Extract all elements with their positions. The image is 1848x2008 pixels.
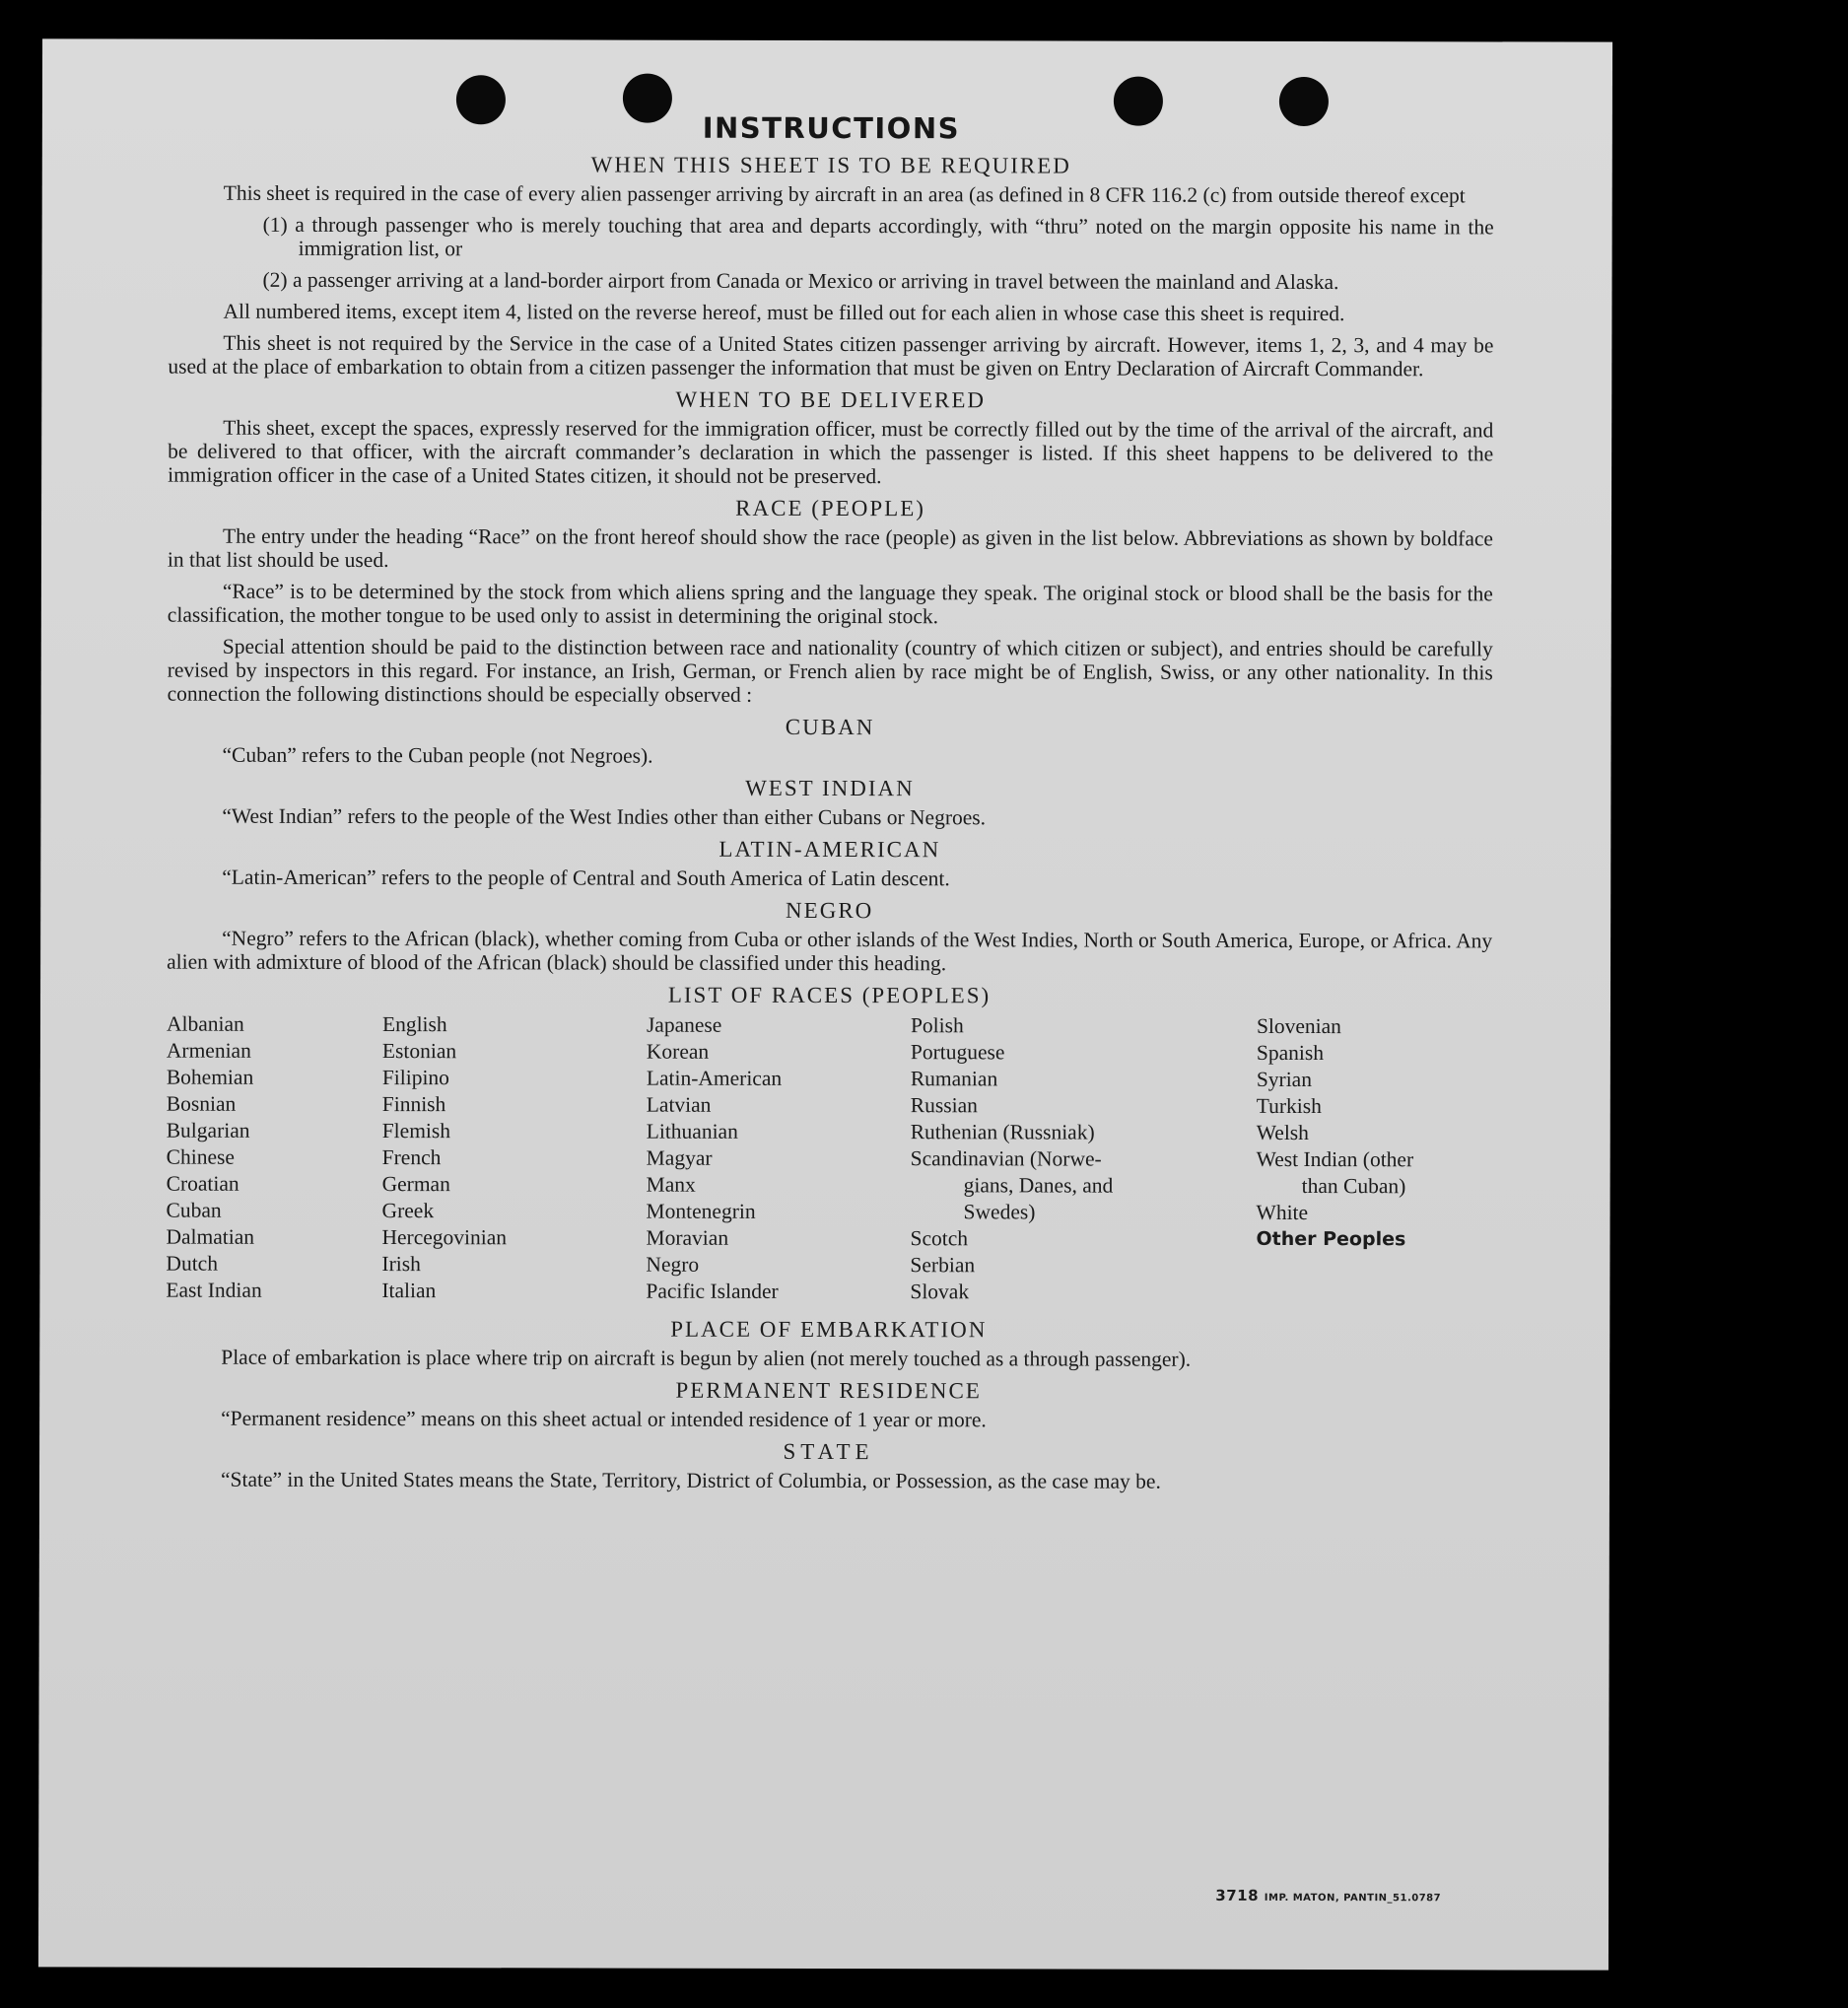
race-item: Negro: [646, 1252, 700, 1277]
race-item: West Indian (other: [1256, 1146, 1414, 1172]
race-item: Serbian: [910, 1253, 976, 1278]
section-heading-race: RACE (PEOPLE): [735, 495, 925, 521]
race-item: Latvian: [646, 1092, 712, 1117]
paragraph: This sheet is required in the case of every alien passenger arriving by aircraft in an area (as defined in 8 CFR 116.2 (c) from outside thereof except: [223, 180, 1466, 208]
race-item: Rumanian: [910, 1067, 998, 1091]
race-item: Albanian: [166, 1011, 244, 1036]
race-item: Bohemian: [166, 1065, 254, 1089]
race-item: German: [381, 1172, 450, 1197]
section-heading-negro: NEGRO: [786, 897, 874, 924]
race-item: Flemish: [381, 1119, 451, 1143]
section-heading-cuban: CUBAN: [785, 714, 875, 740]
race-item: White: [1256, 1200, 1309, 1225]
document-body: [166, 110, 1494, 1502]
race-item: Greek: [381, 1199, 435, 1223]
race-item: Japanese: [646, 1012, 722, 1037]
paragraph: Special attention should be paid to the distinction between race and nationality (country of which citizen or subject), and entries should be carefully revised by inspectors in this regard. For instance, an Irish, German, or French alien by race might be of English, Swiss, or any other nationality. In this connection the following distinctions should be especially observed :: [167, 634, 1493, 707]
section-heading-races-list: LIST OF RACES (PEOPLES): [667, 982, 992, 1008]
race-item: Chinese: [166, 1144, 235, 1169]
section-heading-latin-american: LATIN-AMERICAN: [719, 836, 941, 863]
race-item: Portuguese: [910, 1040, 1005, 1065]
race-item: Montenegrin: [646, 1199, 756, 1223]
race-item-continuation: Swedes): [963, 1200, 1036, 1224]
race-item: Lithuanian: [646, 1119, 738, 1143]
race-item: Bosnian: [166, 1091, 237, 1116]
race-item: East Indian: [166, 1278, 262, 1302]
paragraph: “Cuban” refers to the Cuban people (not Negroes).: [222, 742, 653, 768]
section-heading-delivered: WHEN TO BE DELIVERED: [675, 386, 987, 413]
document-sheet: [38, 38, 1612, 1970]
race-item: Dutch: [166, 1251, 219, 1276]
paragraph: “Latin-American” refers to the people of Central and South America of Latin descent.: [222, 865, 950, 891]
paragraph: “Negro” refers to the African (black), whether coming from Cuba or other islands of the West Indies, North or South America, Europe, or Africa. Any alien with admixture of blood of the African (black) should be classified under this heading.: [167, 926, 1493, 976]
race-item: Pacific Islander: [646, 1279, 779, 1303]
race-item: Manx: [646, 1172, 696, 1197]
list-item: (2) a passenger arriving at a land-border airport from Canada or Mexico or arriving in travel between the mainland and Alaska.: [262, 267, 1339, 295]
race-item-continuation: gians, Danes, and: [963, 1173, 1114, 1198]
paragraph: “Race” is to be determined by the stock from which aliens spring and the language they speak. The original stock or blood shall be the basis for the classification, the mother tongue to be used only to assist in determining the original stock.: [167, 579, 1493, 629]
race-item: Estonian: [381, 1039, 457, 1064]
race-item: Welsh: [1256, 1120, 1309, 1145]
race-item: Russian: [910, 1093, 978, 1118]
paragraph: This sheet, except the spaces, expressly reserved for the immigration officer, must be correctly filled out by the time of the arrival of the aircraft, and be delivered to that officer, with the aircraft commander’s declaration in which the passenger is listed. If this sheet happens to be delivered to the immigration officer in the case of a United States citizen, it should not be preserved.: [168, 415, 1494, 489]
races-list: [166, 1011, 1492, 1307]
section-heading-state: STATE: [783, 1438, 874, 1465]
printer-imprint: IMP. MATON, PANTIN_51.0787: [1264, 1892, 1442, 1904]
race-item: Slovenian: [1256, 1013, 1341, 1039]
race-item: Other Peoples: [1256, 1227, 1406, 1251]
paragraph: The entry under the heading “Race” on the front hereof should show the race (people) as given in the list below. Abbreviations as shown by boldface in that list should be used.: [167, 523, 1494, 573]
page-title: INSTRUCTIONS: [702, 110, 961, 146]
race-item: Moravian: [646, 1225, 729, 1250]
list-item: (1) a through passenger who is merely touching that area and departs accordingly, with “thru” noted on the margin opposite his name in the immigration list, or: [262, 212, 1494, 261]
race-item: Hercegovinian: [381, 1225, 508, 1250]
race-item: Filipino: [381, 1066, 449, 1090]
race-item: Ruthenian (Russniak): [910, 1120, 1095, 1144]
form-footer: [1215, 1887, 1441, 1904]
section-heading-embarkation: PLACE OF EMBARKATION: [670, 1316, 988, 1343]
race-item: Latin-American: [646, 1066, 783, 1090]
section-heading-west-indian: WEST INDIAN: [745, 775, 915, 801]
race-item: Scotch: [910, 1226, 969, 1251]
race-item: French: [381, 1145, 442, 1170]
paragraph: This sheet is not required by the Service in the case of a United States citizen passenger arriving by aircraft. However, items 1, 2, 3, and 4 may be used at the place of embarkation to obtain from a citizen passenger the information that must be given on Entry Declaration of Aircraft Commander.: [168, 330, 1494, 381]
race-item: Finnish: [381, 1092, 446, 1117]
races-column: [646, 1012, 911, 1306]
race-item: Scandinavian (Norwe-: [910, 1146, 1102, 1171]
paragraph: All numbered items, except item 4, listed on the reverse hereof, must be filled out for each alien in whose case this sheet is required.: [223, 299, 1345, 326]
race-item: Dalmatian: [166, 1224, 255, 1249]
race-item: Italian: [381, 1279, 437, 1303]
race-item: Cuban: [166, 1198, 222, 1222]
races-column: [1256, 1013, 1492, 1306]
race-item: Turkish: [1256, 1093, 1322, 1119]
paragraph: Place of embarkation is place where trip on aircraft is begun by alien (not merely touched as a through passenger).: [221, 1345, 1192, 1371]
section-heading-required: WHEN THIS SHEET IS TO BE REQUIRED: [590, 152, 1071, 178]
paragraph: “State” in the United States means the State, Territory, District of Columbia, or Possession, as the case may be.: [220, 1467, 1161, 1493]
race-item-continuation: than Cuban): [1301, 1174, 1406, 1199]
race-item: Polish: [910, 1013, 964, 1038]
section-heading-residence: PERMANENT RESIDENCE: [675, 1377, 982, 1404]
race-item: Irish: [381, 1252, 421, 1277]
races-column: [166, 1011, 382, 1304]
race-item: Armenian: [166, 1038, 251, 1063]
paragraph: “Permanent residence” means on this sheet actual or intended residence of 1 year or more.: [221, 1406, 987, 1432]
race-item: Spanish: [1256, 1040, 1325, 1066]
race-item: Syrian: [1256, 1067, 1313, 1092]
race-item: Slovak: [910, 1280, 970, 1304]
race-item: Magyar: [646, 1145, 713, 1170]
race-item: Croatian: [166, 1171, 240, 1196]
form-number: 3718: [1215, 1886, 1260, 1904]
races-column: [910, 1012, 1257, 1306]
race-item: Bulgarian: [166, 1118, 250, 1142]
paragraph: “West Indian” refers to the people of the West Indies other than either Cubans or Negroes.: [222, 803, 987, 830]
races-column: [381, 1011, 647, 1305]
race-item: English: [381, 1012, 447, 1037]
race-item: Korean: [646, 1039, 710, 1064]
